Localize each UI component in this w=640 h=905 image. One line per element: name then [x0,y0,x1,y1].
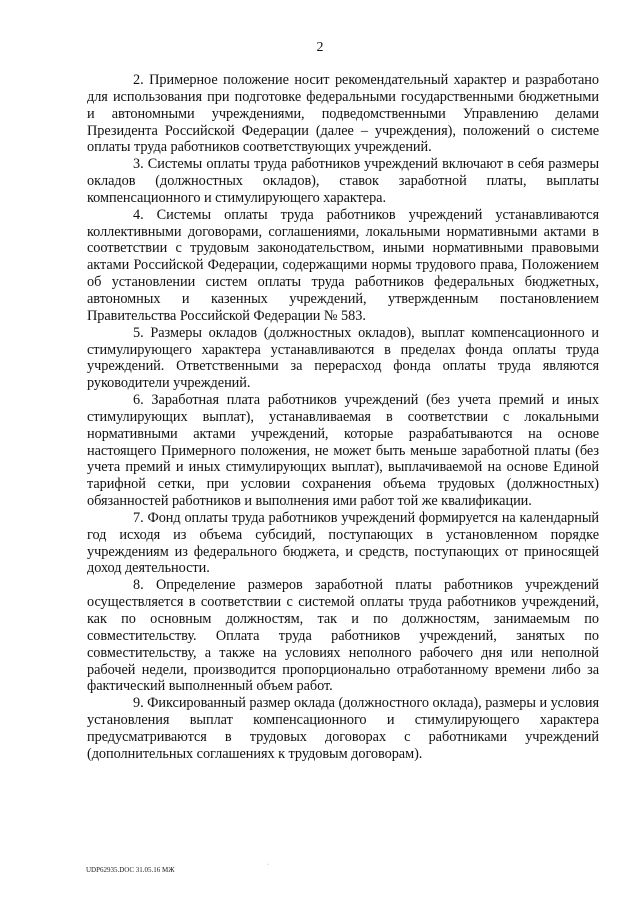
paragraph-3: 3. Системы оплаты труда работников учреждений включают в себя размеры окладов (должностных окладов), ставок заработной платы, выплаты компенсационного и стимулирующего характера. [87,156,599,206]
paragraph-5: 5. Размеры окладов (должностных окладов), выплат компенсационного и стимулирующего характера устанавливаются в пределах фонда оплаты труда учреждений. Ответственными за перерасход фонда оплаты труда являются руководители учреждений. [87,324,599,392]
scan-speck: · [267,862,269,868]
paragraph-6: 6. Заработная плата работников учреждений (без учета премий и иных стимулирующих выплат), устанавливаемая в соответствии с локальными нормативными актами учреждений, которые разрабатываются на основе настоящего Примерного положения, не может быть меньше заработной платы (без учета премий и иных стимулирующих выплат), выплачиваемой на основе Единой тарифной сетки, при условии сохранения объема трудовых (должностных) обязанностей работников и выполнения ими работ той же квалификации. [87,392,599,510]
paragraph-4: 4. Системы оплаты труда работников учреждений устанавливаются коллективными договорами, соглашениями, локальными нормативными актами в соответствии с трудовым законодательством, иными нормативными правовыми актами Российской Федерации, содержащими нормы трудового права, Положением об установлении систем оплаты труда работников федеральных бюджетных, автономных и казенных учреждений, утвержденным постановлением Правительства Российской Федерации № 583. [87,206,599,324]
paragraph-9: 9. Фиксированный размер оклада (должностного оклада), размеры и условия установления выплат компенсационного и стимулирующего характера предусматриваются в трудовых договорах с работниками учреждений (дополнительных соглашениях к трудовым договорам). [87,695,599,762]
paragraph-2: 2. Примерное положение носит рекомендательный характер и разработано для использования при подготовке федеральными государственными бюджетными и автономными учреждениями, подведомственными Управлению делами Президента Российской Федерации (далее – учреждения), положений о системе оплаты труда работников соответствующих учреждений. [87,72,599,156]
document-body [87,72,599,763]
paragraph-8: 8. Определение размеров заработной платы работников учреждений осуществляется в соответствии с системой оплаты труда работников учреждений, как по основным должностям, так и по должностям, занимаемым по совместительству. Оплата труда работников учреждений, занятых по совместительству, а также на условиях неполного рабочего дня или неполной рабочей недели, производится пропорционально отработанному времени либо за фактический выполненный объем работ. [87,577,599,695]
file-footer: UDP62935.DOC 31.05.16 МЖ [86,866,175,874]
paragraph-7: 7. Фонд оплаты труда работников учреждений формируется на календарный год исходя из объема субсидий, поступающих в установленном порядке учреждениям из федерального бюджета, и средств, поступающих от приносящей доход деятельности. [87,509,599,577]
page-number: 2 [316,40,324,55]
